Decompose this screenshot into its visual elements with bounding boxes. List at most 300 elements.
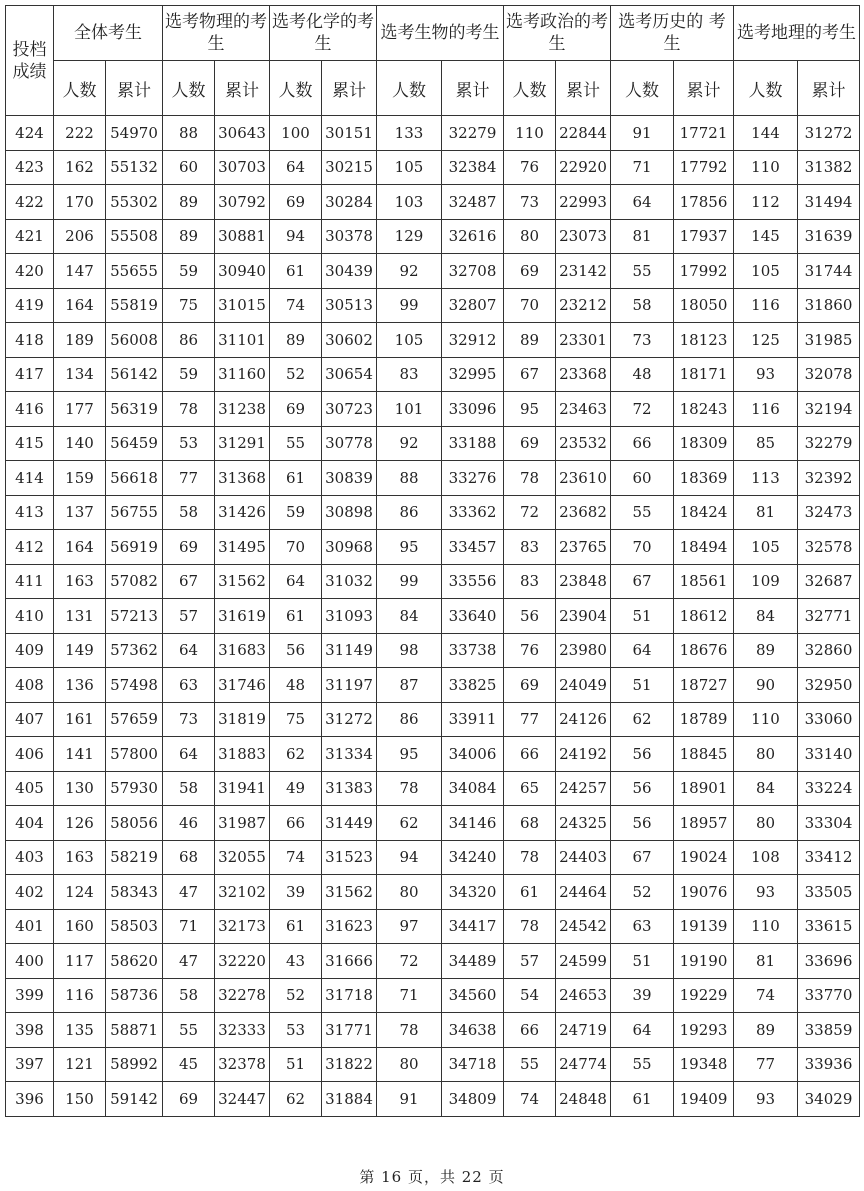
table-row	[6, 737, 860, 772]
cell-biology-count: 94	[377, 840, 442, 875]
cell-physics-count: 68	[163, 840, 215, 875]
page	[5, 5, 859, 1117]
cell-history-cumulative: 19139	[674, 909, 734, 944]
cell-geography-count: 93	[734, 875, 798, 910]
cell-chemistry-cumulative: 30654	[322, 357, 377, 392]
cell-biology-count: 84	[377, 599, 442, 634]
header-cumulative: 累计	[442, 61, 504, 116]
cell-all-count: 163	[54, 564, 106, 599]
table-row	[6, 185, 860, 220]
table-row	[6, 771, 860, 806]
cell-geography-cumulative: 33859	[798, 1013, 860, 1048]
cell-history-cumulative: 18676	[674, 633, 734, 668]
cell-score: 419	[6, 288, 54, 323]
cell-biology-cumulative: 34718	[442, 1047, 504, 1082]
cell-politics-count: 78	[504, 840, 556, 875]
cell-geography-cumulative: 32860	[798, 633, 860, 668]
cell-physics-count: 89	[163, 185, 215, 220]
cell-physics-count: 55	[163, 1013, 215, 1048]
cell-all-cumulative: 56919	[106, 530, 163, 565]
cell-politics-count: 73	[504, 185, 556, 220]
cell-history-count: 56	[611, 737, 674, 772]
cell-chemistry-cumulative: 30968	[322, 530, 377, 565]
cell-history-count: 60	[611, 461, 674, 496]
cell-score: 410	[6, 599, 54, 634]
cell-physics-cumulative: 30792	[215, 185, 270, 220]
cell-politics-cumulative: 24719	[556, 1013, 611, 1048]
cell-biology-cumulative: 33825	[442, 668, 504, 703]
cell-chemistry-cumulative: 31149	[322, 633, 377, 668]
cell-politics-cumulative: 23212	[556, 288, 611, 323]
cell-chemistry-cumulative: 31822	[322, 1047, 377, 1082]
cell-biology-cumulative: 33640	[442, 599, 504, 634]
cell-score: 396	[6, 1082, 54, 1117]
cell-chemistry-count: 59	[270, 495, 322, 530]
cell-geography-cumulative: 31744	[798, 254, 860, 289]
cell-geography-count: 84	[734, 599, 798, 634]
cell-score: 405	[6, 771, 54, 806]
cell-physics-cumulative: 30703	[215, 150, 270, 185]
cell-geography-cumulative: 33304	[798, 806, 860, 841]
cell-chemistry-cumulative: 30602	[322, 323, 377, 358]
cell-chemistry-cumulative: 31032	[322, 564, 377, 599]
cell-score: 411	[6, 564, 54, 599]
cell-chemistry-cumulative: 30439	[322, 254, 377, 289]
table-row	[6, 116, 860, 151]
cell-politics-count: 61	[504, 875, 556, 910]
cell-biology-count: 83	[377, 357, 442, 392]
cell-history-count: 48	[611, 357, 674, 392]
cell-physics-cumulative: 32055	[215, 840, 270, 875]
cell-score: 418	[6, 323, 54, 358]
cell-politics-cumulative: 24126	[556, 702, 611, 737]
cell-biology-cumulative: 33276	[442, 461, 504, 496]
cell-biology-count: 78	[377, 1013, 442, 1048]
cell-history-count: 71	[611, 150, 674, 185]
cell-biology-cumulative: 32616	[442, 219, 504, 254]
cell-chemistry-cumulative: 30513	[322, 288, 377, 323]
cell-history-cumulative: 19293	[674, 1013, 734, 1048]
cell-geography-cumulative: 31860	[798, 288, 860, 323]
cell-politics-count: 65	[504, 771, 556, 806]
cell-politics-count: 76	[504, 633, 556, 668]
cell-biology-cumulative: 34146	[442, 806, 504, 841]
cell-history-count: 55	[611, 254, 674, 289]
cell-politics-count: 70	[504, 288, 556, 323]
cell-history-cumulative: 18494	[674, 530, 734, 565]
cell-chemistry-count: 61	[270, 461, 322, 496]
cell-chemistry-cumulative: 31718	[322, 978, 377, 1013]
cell-biology-cumulative: 32279	[442, 116, 504, 151]
cell-politics-cumulative: 22920	[556, 150, 611, 185]
cell-physics-count: 88	[163, 116, 215, 151]
table-row	[6, 461, 860, 496]
cell-chemistry-count: 69	[270, 392, 322, 427]
cell-history-cumulative: 18309	[674, 426, 734, 461]
table-body	[6, 116, 860, 1117]
cell-chemistry-cumulative: 31562	[322, 875, 377, 910]
cell-physics-count: 58	[163, 771, 215, 806]
header-group-biology: 选考生物的考生	[377, 6, 504, 61]
cell-politics-cumulative: 23463	[556, 392, 611, 427]
cell-chemistry-cumulative: 30778	[322, 426, 377, 461]
cell-history-count: 61	[611, 1082, 674, 1117]
cell-physics-cumulative: 31015	[215, 288, 270, 323]
cell-physics-count: 77	[163, 461, 215, 496]
cell-politics-cumulative: 23980	[556, 633, 611, 668]
cell-biology-cumulative: 33911	[442, 702, 504, 737]
cell-biology-count: 101	[377, 392, 442, 427]
cell-score: 413	[6, 495, 54, 530]
cell-history-count: 51	[611, 599, 674, 634]
cell-score: 400	[6, 944, 54, 979]
header-group-history: 选考历史的 考生	[611, 6, 734, 61]
cell-all-count: 124	[54, 875, 106, 910]
cell-biology-count: 91	[377, 1082, 442, 1117]
table-row	[6, 564, 860, 599]
cell-geography-cumulative: 33140	[798, 737, 860, 772]
header-count: 人数	[611, 61, 674, 116]
header-count: 人数	[504, 61, 556, 116]
header-count: 人数	[734, 61, 798, 116]
cell-geography-count: 113	[734, 461, 798, 496]
table-row	[6, 150, 860, 185]
cell-history-cumulative: 18561	[674, 564, 734, 599]
cell-all-cumulative: 58992	[106, 1047, 163, 1082]
cell-history-count: 58	[611, 288, 674, 323]
cell-physics-count: 63	[163, 668, 215, 703]
cell-history-cumulative: 19229	[674, 978, 734, 1013]
cell-geography-cumulative: 31382	[798, 150, 860, 185]
cell-history-cumulative: 18424	[674, 495, 734, 530]
table-row	[6, 1013, 860, 1048]
cell-physics-cumulative: 31101	[215, 323, 270, 358]
cell-score: 407	[6, 702, 54, 737]
cell-biology-count: 97	[377, 909, 442, 944]
cell-physics-count: 45	[163, 1047, 215, 1082]
cell-geography-cumulative: 33505	[798, 875, 860, 910]
header-count: 人数	[270, 61, 322, 116]
cell-politics-cumulative: 23848	[556, 564, 611, 599]
cell-all-count: 130	[54, 771, 106, 806]
cell-physics-count: 47	[163, 944, 215, 979]
cell-politics-count: 95	[504, 392, 556, 427]
cell-biology-count: 105	[377, 323, 442, 358]
cell-chemistry-count: 94	[270, 219, 322, 254]
cell-geography-cumulative: 32392	[798, 461, 860, 496]
cell-biology-count: 103	[377, 185, 442, 220]
cell-politics-cumulative: 24403	[556, 840, 611, 875]
cell-all-count: 135	[54, 1013, 106, 1048]
cell-chemistry-count: 66	[270, 806, 322, 841]
cell-physics-count: 69	[163, 530, 215, 565]
header-group-geography: 选考地理的考生	[734, 6, 860, 61]
cell-physics-cumulative: 32102	[215, 875, 270, 910]
cell-politics-cumulative: 24848	[556, 1082, 611, 1117]
cell-biology-count: 72	[377, 944, 442, 979]
cell-chemistry-cumulative: 31666	[322, 944, 377, 979]
table-row	[6, 219, 860, 254]
cell-score: 423	[6, 150, 54, 185]
cell-score: 402	[6, 875, 54, 910]
cell-chemistry-cumulative: 30898	[322, 495, 377, 530]
cell-chemistry-count: 61	[270, 254, 322, 289]
cell-physics-cumulative: 31291	[215, 426, 270, 461]
cell-history-count: 73	[611, 323, 674, 358]
cell-all-count: 150	[54, 1082, 106, 1117]
cell-history-cumulative: 18845	[674, 737, 734, 772]
cell-chemistry-count: 74	[270, 288, 322, 323]
cell-geography-count: 81	[734, 944, 798, 979]
cell-all-count: 159	[54, 461, 106, 496]
cell-all-cumulative: 55302	[106, 185, 163, 220]
cell-history-count: 64	[611, 1013, 674, 1048]
cell-politics-cumulative: 23368	[556, 357, 611, 392]
cell-score: 397	[6, 1047, 54, 1082]
cell-politics-count: 78	[504, 461, 556, 496]
cell-history-count: 64	[611, 633, 674, 668]
cell-history-count: 67	[611, 564, 674, 599]
cell-all-count: 160	[54, 909, 106, 944]
page-footer: 第 16 页，共 22 页	[359, 1168, 505, 1186]
cell-geography-cumulative: 31639	[798, 219, 860, 254]
cell-physics-cumulative: 31683	[215, 633, 270, 668]
cell-geography-count: 93	[734, 357, 798, 392]
cell-politics-cumulative: 23301	[556, 323, 611, 358]
cell-biology-count: 92	[377, 254, 442, 289]
cell-politics-count: 89	[504, 323, 556, 358]
cell-politics-count: 56	[504, 599, 556, 634]
cell-physics-count: 75	[163, 288, 215, 323]
cell-geography-cumulative: 33224	[798, 771, 860, 806]
cell-politics-cumulative: 23142	[556, 254, 611, 289]
cell-score: 416	[6, 392, 54, 427]
cell-history-cumulative: 19024	[674, 840, 734, 875]
cell-geography-count: 89	[734, 1013, 798, 1048]
cell-physics-cumulative: 30940	[215, 254, 270, 289]
cell-politics-cumulative: 23073	[556, 219, 611, 254]
cell-all-cumulative: 58620	[106, 944, 163, 979]
cell-all-cumulative: 55819	[106, 288, 163, 323]
cell-all-count: 141	[54, 737, 106, 772]
cell-physics-count: 59	[163, 254, 215, 289]
cell-physics-count: 59	[163, 357, 215, 392]
cell-all-count: 117	[54, 944, 106, 979]
cell-geography-count: 110	[734, 702, 798, 737]
cell-physics-count: 64	[163, 633, 215, 668]
cell-score: 401	[6, 909, 54, 944]
cell-physics-cumulative: 31160	[215, 357, 270, 392]
cell-politics-cumulative: 24049	[556, 668, 611, 703]
cell-history-cumulative: 18243	[674, 392, 734, 427]
cell-chemistry-count: 56	[270, 633, 322, 668]
cell-geography-count: 93	[734, 1082, 798, 1117]
cell-geography-cumulative: 34029	[798, 1082, 860, 1117]
cell-geography-cumulative: 32473	[798, 495, 860, 530]
cell-biology-cumulative: 34560	[442, 978, 504, 1013]
cell-history-count: 39	[611, 978, 674, 1013]
cell-history-cumulative: 17992	[674, 254, 734, 289]
cell-all-count: 177	[54, 392, 106, 427]
cell-physics-count: 64	[163, 737, 215, 772]
table-row	[6, 702, 860, 737]
cell-history-cumulative: 17856	[674, 185, 734, 220]
cell-geography-count: 80	[734, 806, 798, 841]
cell-score: 422	[6, 185, 54, 220]
cell-all-cumulative: 56755	[106, 495, 163, 530]
cell-biology-count: 129	[377, 219, 442, 254]
cell-score: 409	[6, 633, 54, 668]
cell-physics-count: 86	[163, 323, 215, 358]
cell-physics-count: 69	[163, 1082, 215, 1117]
cell-physics-cumulative: 32220	[215, 944, 270, 979]
cell-chemistry-cumulative: 30723	[322, 392, 377, 427]
cell-all-count: 161	[54, 702, 106, 737]
cell-score: 420	[6, 254, 54, 289]
cell-all-cumulative: 57800	[106, 737, 163, 772]
cell-biology-cumulative: 33188	[442, 426, 504, 461]
cell-physics-count: 71	[163, 909, 215, 944]
cell-physics-cumulative: 32278	[215, 978, 270, 1013]
cell-all-count: 131	[54, 599, 106, 634]
cell-biology-count: 86	[377, 702, 442, 737]
cell-physics-cumulative: 31746	[215, 668, 270, 703]
cell-chemistry-cumulative: 31449	[322, 806, 377, 841]
table-row	[6, 254, 860, 289]
cell-all-cumulative: 56008	[106, 323, 163, 358]
cell-geography-cumulative: 31985	[798, 323, 860, 358]
cell-chemistry-count: 43	[270, 944, 322, 979]
cell-geography-cumulative: 33412	[798, 840, 860, 875]
cell-biology-count: 71	[377, 978, 442, 1013]
cell-geography-cumulative: 33615	[798, 909, 860, 944]
cell-history-cumulative: 18050	[674, 288, 734, 323]
cell-chemistry-count: 55	[270, 426, 322, 461]
table-row	[6, 357, 860, 392]
cell-history-cumulative: 18171	[674, 357, 734, 392]
cell-biology-cumulative: 34240	[442, 840, 504, 875]
header-row-sub	[6, 61, 860, 116]
cell-chemistry-cumulative: 30284	[322, 185, 377, 220]
table-row	[6, 909, 860, 944]
cell-history-cumulative: 18727	[674, 668, 734, 703]
cell-score: 399	[6, 978, 54, 1013]
cell-history-count: 67	[611, 840, 674, 875]
cell-politics-cumulative: 24325	[556, 806, 611, 841]
cell-physics-cumulative: 31941	[215, 771, 270, 806]
cell-geography-count: 105	[734, 530, 798, 565]
cell-all-count: 164	[54, 288, 106, 323]
cell-geography-cumulative: 32771	[798, 599, 860, 634]
table-row	[6, 840, 860, 875]
cell-politics-count: 76	[504, 150, 556, 185]
cell-geography-cumulative: 32194	[798, 392, 860, 427]
cell-physics-count: 73	[163, 702, 215, 737]
cell-score: 415	[6, 426, 54, 461]
cell-politics-cumulative: 23682	[556, 495, 611, 530]
cell-biology-cumulative: 32384	[442, 150, 504, 185]
header-row-groups	[6, 6, 860, 61]
cell-physics-cumulative: 32378	[215, 1047, 270, 1082]
cell-chemistry-cumulative: 30378	[322, 219, 377, 254]
cell-physics-cumulative: 31238	[215, 392, 270, 427]
cell-score: 424	[6, 116, 54, 151]
cell-chemistry-count: 69	[270, 185, 322, 220]
cell-biology-count: 62	[377, 806, 442, 841]
cell-politics-count: 55	[504, 1047, 556, 1082]
cell-chemistry-cumulative: 30151	[322, 116, 377, 151]
cell-physics-count: 58	[163, 978, 215, 1013]
cell-chemistry-cumulative: 31523	[322, 840, 377, 875]
cell-biology-count: 80	[377, 1047, 442, 1082]
cell-score: 417	[6, 357, 54, 392]
cell-biology-count: 86	[377, 495, 442, 530]
cell-all-cumulative: 58503	[106, 909, 163, 944]
cell-chemistry-cumulative: 31197	[322, 668, 377, 703]
cell-biology-count: 95	[377, 737, 442, 772]
cell-history-count: 81	[611, 219, 674, 254]
cell-physics-count: 67	[163, 564, 215, 599]
cell-geography-count: 80	[734, 737, 798, 772]
cell-biology-cumulative: 33556	[442, 564, 504, 599]
header-cumulative: 累计	[798, 61, 860, 116]
cell-physics-cumulative: 31619	[215, 599, 270, 634]
cell-chemistry-count: 61	[270, 599, 322, 634]
cell-physics-cumulative: 31368	[215, 461, 270, 496]
cell-history-cumulative: 18957	[674, 806, 734, 841]
cell-biology-cumulative: 34638	[442, 1013, 504, 1048]
cell-geography-cumulative: 32687	[798, 564, 860, 599]
cell-history-count: 52	[611, 875, 674, 910]
cell-politics-count: 69	[504, 668, 556, 703]
cell-biology-cumulative: 32912	[442, 323, 504, 358]
cell-all-cumulative: 58736	[106, 978, 163, 1013]
cell-geography-cumulative: 32279	[798, 426, 860, 461]
cell-geography-count: 108	[734, 840, 798, 875]
cell-score: 412	[6, 530, 54, 565]
cell-biology-count: 98	[377, 633, 442, 668]
cell-politics-count: 80	[504, 219, 556, 254]
cell-history-count: 64	[611, 185, 674, 220]
cell-all-count: 126	[54, 806, 106, 841]
cell-all-cumulative: 56142	[106, 357, 163, 392]
cell-geography-count: 112	[734, 185, 798, 220]
cell-score: 408	[6, 668, 54, 703]
table-header	[6, 6, 860, 116]
table-row	[6, 978, 860, 1013]
table-row	[6, 1082, 860, 1117]
table-row	[6, 288, 860, 323]
cell-physics-count: 47	[163, 875, 215, 910]
cell-chemistry-cumulative: 30839	[322, 461, 377, 496]
cell-biology-cumulative: 33738	[442, 633, 504, 668]
cell-chemistry-cumulative: 31771	[322, 1013, 377, 1048]
cell-history-cumulative: 17792	[674, 150, 734, 185]
cell-politics-cumulative: 22844	[556, 116, 611, 151]
cell-geography-count: 116	[734, 392, 798, 427]
cell-chemistry-count: 49	[270, 771, 322, 806]
cell-biology-count: 92	[377, 426, 442, 461]
cell-physics-count: 57	[163, 599, 215, 634]
cell-biology-count: 99	[377, 564, 442, 599]
cell-politics-cumulative: 24774	[556, 1047, 611, 1082]
table-row	[6, 495, 860, 530]
cell-chemistry-cumulative: 30215	[322, 150, 377, 185]
cell-politics-count: 72	[504, 495, 556, 530]
cell-physics-cumulative: 31562	[215, 564, 270, 599]
cell-physics-count: 78	[163, 392, 215, 427]
cell-all-count: 116	[54, 978, 106, 1013]
